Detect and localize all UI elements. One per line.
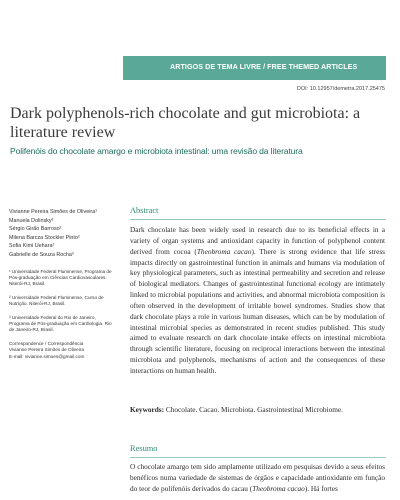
correspondence-block bbox=[9, 341, 117, 360]
doi-label: DOI: 10.12957/demetra.2017.25475 bbox=[296, 86, 385, 92]
affiliation-list bbox=[9, 269, 117, 334]
resumo-text-part: O chocolate amargo tem sido amplamente utilizado em pesquisas devido a seus efeitos benéficos numa variedade de sistemas de órgãos e capacidade antioxidante em função do teor de polifenóis derivados do cacau ( bbox=[130, 462, 385, 493]
abstract-text-part: ). There is strong evidence that life stress impacts directly on gastrointestinal function in animals and humans via modulation of key physiological parameters, such as intestinal permeability and secretion and release of biological mediators. Changes of gastrointestinal functional ecology are intimately linked to microbial populations and activities, and abnormal microbiota composition is often observed in the development of irritable bowel syndromes. Studies show that dark chocolate plays a role in various human diseases, which can be by modulation of intestinal microbial species as demonstrated in recent studies published. This study aimed to evaluate research on dark chocolate intake effects on intestinal microbiota through scientific literature, focusing on reciprocal interactions between the intestinal microbiota and polyphenols, mechanisms of action and the consequences of these interactions on human health. bbox=[130, 246, 386, 375]
author-name: Manuela Dolinsky² bbox=[9, 217, 54, 224]
abstract-text-part: Dark chocolate has been widely used in research due to its beneficial effects in a variety of organ systems and antioxidant capacity in function of polyphenol content derived from cocoa ( bbox=[130, 225, 385, 256]
species-name: Theobroma cacao bbox=[252, 483, 305, 493]
section-banner-label: ARTIGOS DE TEMA LIVRE / FREE THEMED ARTICLES bbox=[170, 62, 358, 71]
affiliation: ¹ Universidade Federal Fluminense, Programa de Pós-graduação em Ciências Cardiovasculares. Niterói-RJ, Brasil. bbox=[9, 268, 112, 287]
abstract-text bbox=[130, 225, 385, 377]
resumo-text bbox=[130, 462, 385, 495]
resumo-text-part: ). Há fortes bbox=[304, 483, 338, 493]
correspondence-name: Vivianne Pereira Simões de Oliveira bbox=[9, 347, 84, 353]
keywords-text: Chocolate. Cacao. Microbiota. Gastrointestinal Microbiome. bbox=[165, 405, 343, 414]
abstract-divider bbox=[130, 219, 386, 220]
author-name: Sofia Kimi Uehara² bbox=[9, 243, 55, 250]
affiliation: ² Universidade Federal Fluminense, Curso de Nutrição. Niterói-RJ, Brasil. bbox=[9, 294, 104, 307]
author-name: Vivianne Pereira Simões de Oliveira¹ bbox=[9, 209, 97, 215]
resumo-heading: Resumo bbox=[130, 444, 158, 453]
resumo-divider bbox=[130, 457, 386, 458]
author-name: Sérgio Girão Barroso² bbox=[9, 226, 62, 233]
author-name: Milena Barcza Stockler Pinto² bbox=[9, 234, 80, 241]
abstract-heading: Abstract bbox=[130, 206, 159, 215]
author-list bbox=[9, 208, 117, 260]
author-name: Gabrielle de Souza Rocha³ bbox=[9, 251, 74, 258]
article-title: Dark polyphenols-rich chocolate and gut microbiota: a literature review bbox=[10, 105, 361, 141]
affiliation: ³ Universidade Federal do Rio de Janeiro, Programa de Pós-graduação em Cardiologia. Rio de Janeiro-RJ, Brasil. bbox=[9, 314, 112, 333]
keywords-label: Keywords: bbox=[130, 405, 165, 414]
correspondence-email[interactable]: E-mail: vivianne.simoes@gmail.com bbox=[9, 353, 85, 359]
correspondence-label: Correspondence / Correspondência bbox=[9, 340, 84, 346]
species-name: Theobroma cacao bbox=[196, 246, 252, 256]
author-column bbox=[9, 208, 117, 360]
keywords bbox=[130, 405, 385, 416]
article-subtitle: Polifenóis do chocolate amargo e microbiota intestinal: uma revisão da literatura bbox=[10, 146, 303, 156]
